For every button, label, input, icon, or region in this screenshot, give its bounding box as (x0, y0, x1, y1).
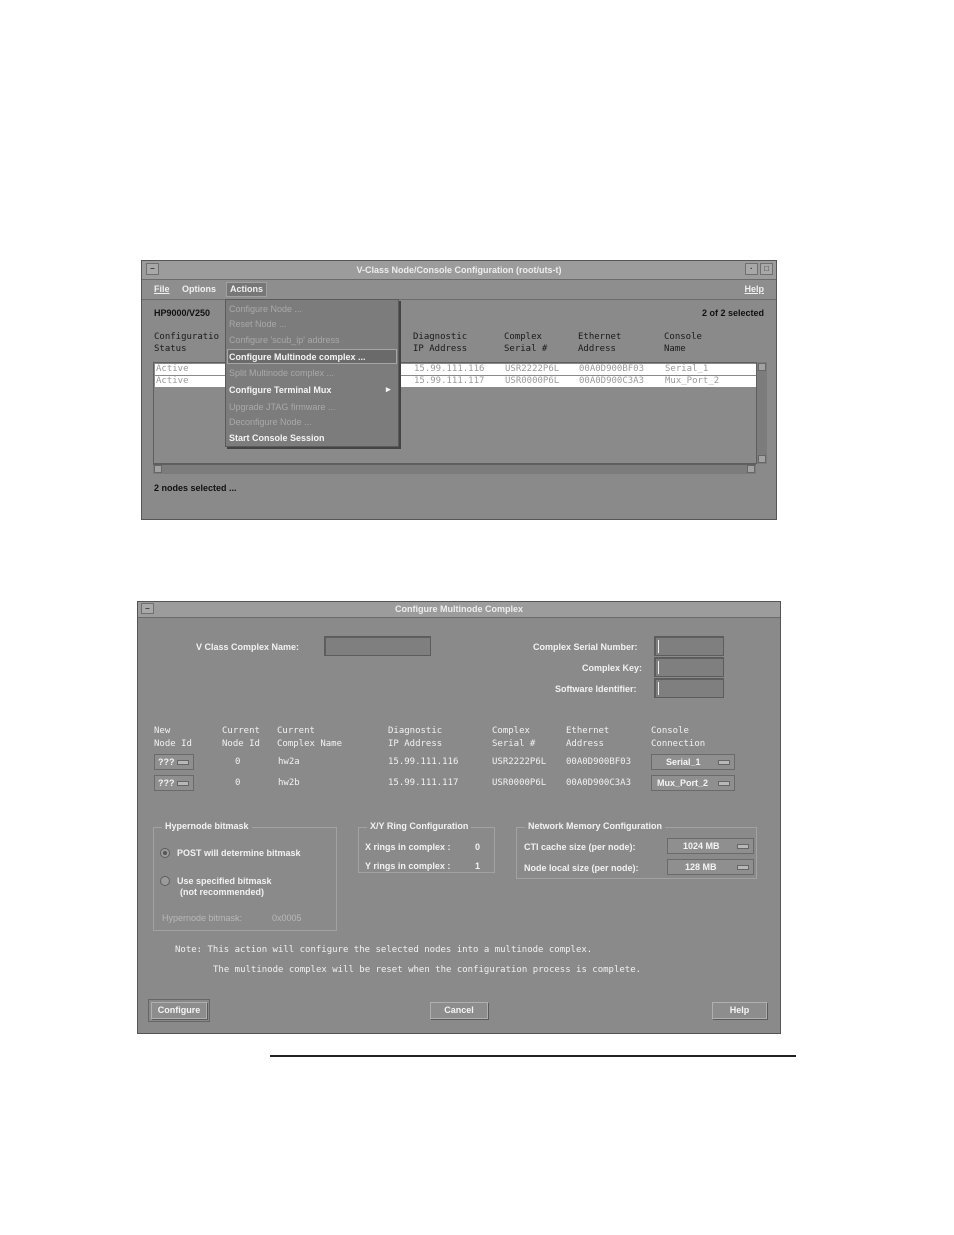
serial-number-label: Complex Serial Number: (533, 642, 638, 652)
actions-dropdown-menu (225, 299, 399, 447)
row-status: Active (156, 364, 189, 374)
ethernet-address: 00A0D900C3A3 (566, 778, 632, 788)
vertical-scrollbar[interactable] (756, 362, 767, 464)
post-bitmask-radio[interactable] (160, 848, 170, 858)
current-complex-name: hw2b (278, 778, 300, 788)
row-serial: USR2222P6L (505, 364, 560, 374)
menu-file[interactable]: File (154, 284, 170, 294)
current-node-id: 0 (235, 778, 241, 788)
col-serial-l2: Serial # (504, 344, 548, 354)
node-console-config-window (141, 260, 777, 520)
menu-item-reset-node[interactable]: Reset Node ... (229, 319, 287, 329)
cti-cache-label: CTI cache size (per node): (524, 842, 636, 852)
xy-ring-group (358, 821, 495, 873)
col-conn-l1: Console (651, 726, 689, 736)
col-eth-l1: Ethernet (566, 726, 610, 736)
row-eth: 00A0D900C3A3 (579, 376, 645, 386)
y-rings-value: 1 (475, 861, 481, 871)
menu-item-split-multinode[interactable]: Split Multinode complex ... (229, 368, 335, 378)
col-conn-l2: Connection (651, 739, 706, 749)
col-status-l2: Status (154, 344, 187, 354)
bitmask-value: 0x0005 (272, 913, 302, 923)
window-titlebar[interactable] (138, 602, 780, 618)
software-id-label: Software Identifier: (555, 684, 637, 694)
diagnostic-ip: 15.99.111.117 (388, 778, 459, 788)
status-message: 2 nodes selected ... (154, 483, 237, 493)
col-new-id-l1: New (154, 726, 171, 736)
network-memory-group (516, 821, 757, 879)
bitmask-label: Hypernode bitmask: (162, 913, 243, 923)
machine-label: HP9000/V250 (154, 308, 211, 318)
note-line-2: The multinode complex will be reset when the configuration process is complete. (213, 965, 642, 975)
col-name-l1: Current (277, 726, 315, 736)
menu-item-upgrade-jtag[interactable]: Upgrade JTAG firmware ... (229, 402, 336, 412)
row-console: Serial_1 (665, 364, 709, 374)
configure-button[interactable]: Configure (151, 1002, 207, 1019)
menu-item-configure-scub-ip[interactable]: Configure 'scub_ip' address (229, 335, 340, 345)
complex-name-label: V Class Complex Name: (196, 642, 300, 652)
option-indicator-icon (718, 760, 730, 765)
ethernet-address: 00A0D900BF03 (566, 757, 632, 767)
menu-help[interactable]: Help (744, 284, 764, 294)
cancel-button[interactable]: Cancel (430, 1002, 488, 1019)
window-menu-icon[interactable]: – (141, 603, 154, 614)
window-titlebar[interactable] (142, 261, 776, 280)
window-menu-icon[interactable]: – (146, 263, 159, 275)
console-connection-select[interactable]: Serial_1 (651, 754, 735, 770)
hypernode-group-title: Hypernode bitmask (162, 821, 252, 831)
scroll-left-icon[interactable] (154, 465, 162, 473)
x-rings-label: X rings in complex : (365, 842, 451, 852)
hypernode-bitmask-group (153, 821, 337, 931)
menu-item-start-console[interactable]: Start Console Session (229, 433, 325, 443)
maximize-icon[interactable]: □ (760, 263, 773, 275)
new-node-id-select[interactable]: ??? (154, 775, 194, 791)
window-title: Configure Multinode Complex (395, 604, 523, 614)
post-bitmask-label: POST will determine bitmask (177, 848, 301, 858)
menu-bar (142, 280, 776, 300)
menu-actions[interactable]: Actions (226, 282, 267, 297)
x-rings-value: 0 (475, 842, 481, 852)
complex-serial: USR2222P6L (492, 757, 547, 767)
horizontal-scrollbar[interactable] (153, 464, 756, 474)
current-complex-name: hw2a (278, 757, 300, 767)
row-ip: 15.99.111.116 (414, 364, 485, 374)
menu-options[interactable]: Options (182, 284, 216, 294)
col-ip-l2: IP Address (388, 739, 443, 749)
option-indicator-icon (177, 760, 189, 765)
xy-group-title: X/Y Ring Configuration (367, 821, 471, 831)
col-new-id-l2: Node Id (154, 739, 192, 749)
serial-number-input[interactable] (654, 636, 724, 656)
col-status-l1: Configuratio (154, 332, 220, 342)
complex-key-input[interactable] (654, 657, 724, 677)
col-console-l1: Console (664, 332, 702, 342)
col-eth-l1: Ethernet (578, 332, 622, 342)
row-eth: 00A0D900BF03 (579, 364, 645, 374)
col-name-l2: Complex Name (277, 739, 343, 749)
node-local-label: Node local size (per node): (524, 863, 639, 873)
row-serial: USR0000P6L (505, 376, 560, 386)
row-console: Mux_Port_2 (665, 376, 720, 386)
scroll-right-icon[interactable] (747, 465, 755, 473)
y-rings-label: Y rings in complex : (365, 861, 451, 871)
option-indicator-icon (737, 844, 749, 849)
configure-multinode-window (137, 601, 781, 1034)
col-cur-id-l2: Node Id (222, 739, 260, 749)
col-serial-l1: Complex (504, 332, 542, 342)
option-indicator-icon (737, 865, 749, 870)
diagnostic-ip: 15.99.111.116 (388, 757, 459, 767)
node-local-select[interactable]: 128 MB (667, 859, 754, 875)
col-eth-l2: Address (566, 739, 604, 749)
menu-item-configure-node[interactable]: Configure Node ... (229, 304, 303, 314)
complex-serial: USR0000P6L (492, 778, 547, 788)
row-ip: 15.99.111.117 (414, 376, 485, 386)
scroll-down-icon[interactable] (758, 455, 766, 463)
option-indicator-icon (718, 781, 730, 786)
menu-item-deconfigure-node[interactable]: Deconfigure Node ... (229, 417, 312, 427)
option-indicator-icon (177, 781, 189, 786)
col-ip-l2: IP Address (413, 344, 468, 354)
specified-bitmask-label: Use specified bitmask (177, 876, 272, 886)
note-line-1: Note: This action will configure the selected nodes into a multinode complex. (175, 945, 593, 955)
software-id-input[interactable] (654, 678, 724, 698)
page-divider (270, 1055, 796, 1057)
scroll-up-icon[interactable] (758, 363, 766, 371)
row-status: Active (156, 376, 189, 386)
col-eth-l2: Address (578, 344, 616, 354)
help-button[interactable]: Help (712, 1002, 767, 1019)
current-node-id: 0 (235, 757, 241, 767)
netmem-group-title: Network Memory Configuration (525, 821, 665, 831)
specified-bitmask-radio[interactable] (160, 876, 170, 886)
menu-item-configure-multinode[interactable]: Configure Multinode complex ... (229, 352, 366, 362)
complex-key-label: Complex Key: (582, 663, 643, 673)
col-ip-l1: Diagnostic (413, 332, 468, 342)
specified-bitmask-note: (not recommended) (180, 887, 265, 897)
menu-item-configure-terminal-mux[interactable]: Configure Terminal Mux (229, 385, 332, 395)
col-cur-id-l1: Current (222, 726, 260, 736)
col-serial-l2: Serial # (492, 739, 536, 749)
console-connection-select[interactable]: Mux_Port_2 (651, 775, 735, 791)
col-console-l2: Name (664, 344, 686, 354)
new-node-id-select[interactable]: ??? (154, 754, 194, 770)
complex-name-input[interactable] (324, 636, 431, 656)
selected-count: 2 of 2 selected (701, 308, 764, 318)
col-serial-l1: Complex (492, 726, 530, 736)
cti-cache-select[interactable]: 1024 MB (667, 838, 754, 854)
window-title: V-Class Node/Console Configuration (root/uts-t) (356, 265, 562, 275)
minimize-icon[interactable]: · (745, 263, 758, 275)
col-ip-l1: Diagnostic (388, 726, 443, 736)
submenu-arrow-icon: ▸ (386, 384, 391, 394)
